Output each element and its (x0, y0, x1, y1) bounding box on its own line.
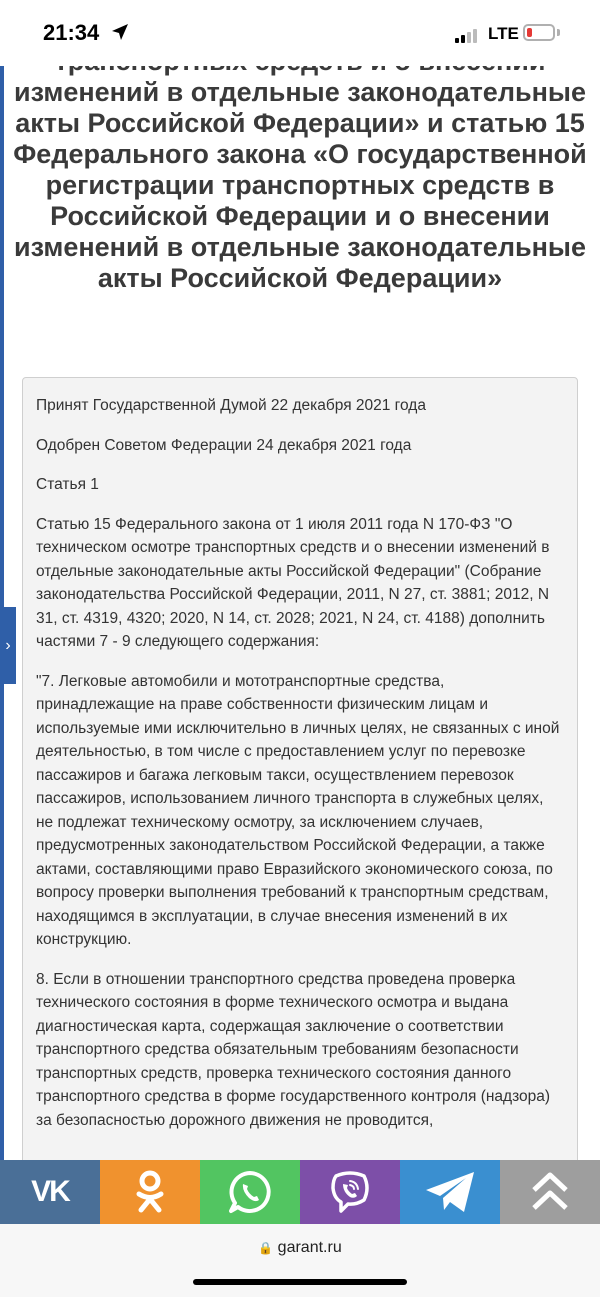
cellular-signal-icon (455, 25, 479, 43)
share-vk-button[interactable] (0, 1160, 100, 1224)
document-title: изменений в отдельные законодательные акты Российской Федерации» и статью 15 Федерального закона «О государственной регистрации транспортных средств в Российской Федерации и о внесении изменений в отдельные законодательные акты Российской Федерации» (13, 77, 587, 293)
scroll-to-top-button[interactable] (500, 1160, 600, 1224)
share-viber-button[interactable] (300, 1160, 400, 1224)
share-telegram-button[interactable] (400, 1160, 500, 1224)
share-whatsapp-button[interactable] (200, 1160, 300, 1224)
whatsapp-icon (227, 1169, 273, 1215)
lock-icon: 🔒 (258, 1241, 274, 1255)
location-arrow-icon (110, 22, 130, 42)
url-field[interactable] (0, 1239, 600, 1257)
approved-note: Одобрен Советом Федерации 24 декабря 2021 года (36, 436, 412, 454)
browser-address-bar (0, 1224, 600, 1297)
article-heading: Статья 1 (36, 476, 99, 493)
vk-icon: VK (31, 1175, 69, 1208)
viber-icon (326, 1168, 374, 1216)
side-panel-toggle[interactable] (0, 607, 16, 684)
article-paragraph: Статью 15 Федерального закона от 1 июля 2011 года N 170-ФЗ "О техническом осмотре транспортных средств и о внесении изменений в отдельные законодательные акты Российской Федерации" (Собрание законодательства Российской Федерации, 2011, N 27, ст. 3881; 2012, N 31, ст. 4319, 4320; 2020, N 14, ст. 2028; 2021, N 24, ст. 4188) дополнить частями 7 - 9 следующего содержания: (36, 515, 550, 650)
adopted-note: Принят Государственной Думой 22 декабря 2021 года (36, 397, 426, 414)
share-ok-button[interactable] (100, 1160, 200, 1224)
url-text: garant.ru (277, 1239, 342, 1256)
document-text-box (22, 377, 578, 1197)
odnoklassniki-icon (133, 1170, 167, 1214)
network-type: LTE (488, 24, 519, 43)
share-bar (0, 1160, 600, 1224)
battery-icon (523, 24, 555, 41)
chevron-right-icon: › (5, 637, 11, 654)
double-chevron-up-icon (530, 1170, 570, 1214)
telegram-icon (424, 1170, 476, 1214)
status-time: 21:34 (43, 20, 100, 45)
status-bar (0, 0, 600, 66)
home-indicator[interactable] (193, 1279, 407, 1285)
article-paragraph: 8. Если в отношении транспортного средства проведена проверка технического состояния в форме технического осмотра и выдана диагностическая карта, содержащая заключение о соответствии транспортного средства обязательным требованиям безопасности транспортных средств, проверка технического состояния данного транспортного средства в форме государственного контроля (надзора) за безопасностью дорожного движения не проводится, (36, 970, 551, 1129)
article-paragraph: "7. Легковые автомобили и мототранспортные средства, принадлежащие на праве собственности физическим лицам и используемые ими исключительно в личных целях, не связанных с иной деятельностью, в том числе с предоставлением услуг по перевозке пассажиров и багажа легковым такси, осуществлением перевозок пассажиров, использованием личного транспорта в служебных целях, не подлежат техническому осмотру, за исключением случаев, предусмотренных законодательством Российской Федерации, а также актами, составляющими право Евразийского экономического союза, по вопросу проверки выполнения требований к транспортным средствам, находящимся в эксплуатации, в случае внесения изменений в их конструкцию. (36, 672, 560, 948)
battery-tip (557, 29, 560, 36)
